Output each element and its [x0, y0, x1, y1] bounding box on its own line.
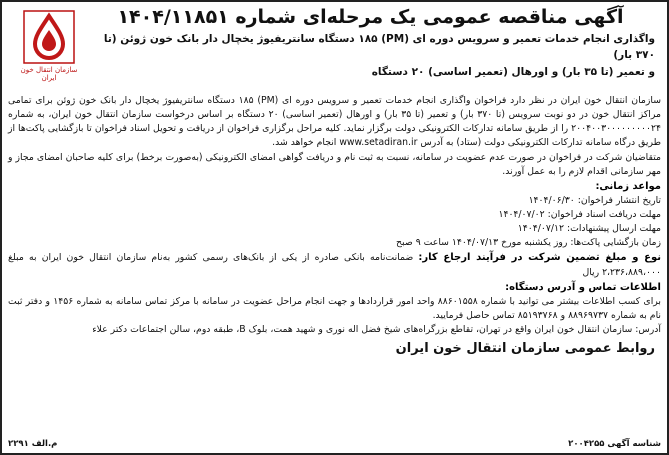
submit-deadline: مهلت ارسال پیشنهادات: ۱۴۰۴/۰۷/۱۲	[517, 223, 661, 235]
guarantee-heading: نوع و مبلغ تضمین شرکت در فرآیند ارجاع کار:	[418, 252, 661, 264]
notice-body	[8, 94, 661, 337]
notice-header	[8, 6, 661, 94]
contact-heading: اطلاعات تماس و آدرس دستگاه:	[505, 281, 661, 293]
contact-text: برای کسب اطلاعات بیشتر می توانید با شماره ۸۸۶۰۱۵۵۸ واحد امور قراردادها و جهت انجام مراحل عضویت در سامانه با مرکز تماس سامانه به شماره ۱۴۵۶ و دفتر ثبت نام به شماره ۸۸۹۶۹۷۳۷ و ۸۵۱۹۳۷۶۸ تماس حاصل فرمایید.	[8, 295, 662, 322]
participants-paragraph: متقاضیان شرکت در فراخوان در صورت عدم عضویت در سامانه، نسبت به ثبت نام و دریافت گواهی امضای الکترونیکی (به‌صورت برخط) برای کلیه صاحبان امضای مجاز و مهر سازمانی اقدام لازم را به عمل آورند.	[8, 151, 661, 177]
guarantee-text: ضمانت‌نامه بانکی صادره از یکی از بانک‌های رسمی کشور به‌نام سازمان انتقال خون ایران به مبلغ ۲،۲۳۶،۸۸۹،۰۰۰ ریال	[8, 252, 661, 278]
address-text: آدرس: سازمان انتقال خون ایران واقع در تهران، تقاطع بزرگراه‌های شیخ فضل اله نوری و شهید همت، بلوک B، طبقه دوم، سالن اجتماعات دکتر علاء	[92, 324, 661, 336]
footer-bar	[8, 439, 661, 449]
blood-drop-logo-icon	[23, 10, 75, 64]
logo-caption: سازمان انتقال خون ایران	[20, 66, 78, 82]
title-block	[86, 6, 655, 80]
notice-subtitle-line2: و تعمیر (تا ۳۵ بار) و اورهال (تعمیر اساسی) ۲۰ دستگاه	[371, 65, 655, 78]
receive-deadline: مهلت دریافت اسناد فراخوان: ۱۴۰۴/۰۷/۰۲	[498, 209, 661, 221]
ad-id: شناسه آگهی ۲۰۰۴۲۵۵	[568, 439, 661, 449]
intro-paragraph: سازمان انتقال خون ایران در نظر دارد فراخوان واگذاری انجام خدمات تعمیر و سرویس دوره ای (PM) ۱۸۵ دستگاه سانتریفیوژ یخچال دار بانک خون ژوئن برای تمامی مراکز انتقال خون در دو نوبت سرویس (تا ۳۷۰ بار) و تعمیر (تا ۳۵ بار) و اورهال (تعمیر اساسی) ۲۰ دستگاه بر اساس درخواست سازمان انتقال خون ایران، به شماره ۲۰۰۴۰۰۳۰۰۰۰۰۰۰۰۰۲۴ را از طریق سامانه تدارکات الکترونیکی دولت برگزار نماید. کلیه مراحل برگزاری فراخوان از دریافت و تحویل اسناد فراخوان تا بازگشایی پاکت‌ها از طریق درگاه سامانه تدارکات الکترونیکی دولت (ستاد) به آدرس www.setadiran.ir انجام خواهد شد.	[8, 95, 661, 149]
deadlines-heading: مواعد زمانی:	[595, 180, 661, 192]
notice-title: آگهی مناقصه عمومی یک مرحله‌ای شماره ۱۴۰۴/۱۱۸۵۱	[117, 6, 624, 28]
opening-time: زمان بازگشایی پاکت‌ها: روز یکشنبه مورخ ۱۴۰۴/۰۷/۱۳ ساعت ۹ صبح	[396, 237, 661, 249]
notice-subtitle-line1: واگذاری انجام خدمات تعمیر و سرویس دوره ای (PM) ۱۸۵ دستگاه سانتریفیوژ یخچال دار بانک خون ژوئن (تا ۳۷۰ بار)	[103, 33, 655, 62]
ad-code: م.الف ۲۲۹۱	[8, 439, 58, 449]
footer-organization: روابط عمومی سازمان انتقال خون ایران	[395, 341, 655, 357]
publish-date: تاریخ انتشار فراخوان: ۱۴۰۴/۰۶/۳۰	[528, 194, 661, 206]
organization-logo	[18, 10, 80, 86]
